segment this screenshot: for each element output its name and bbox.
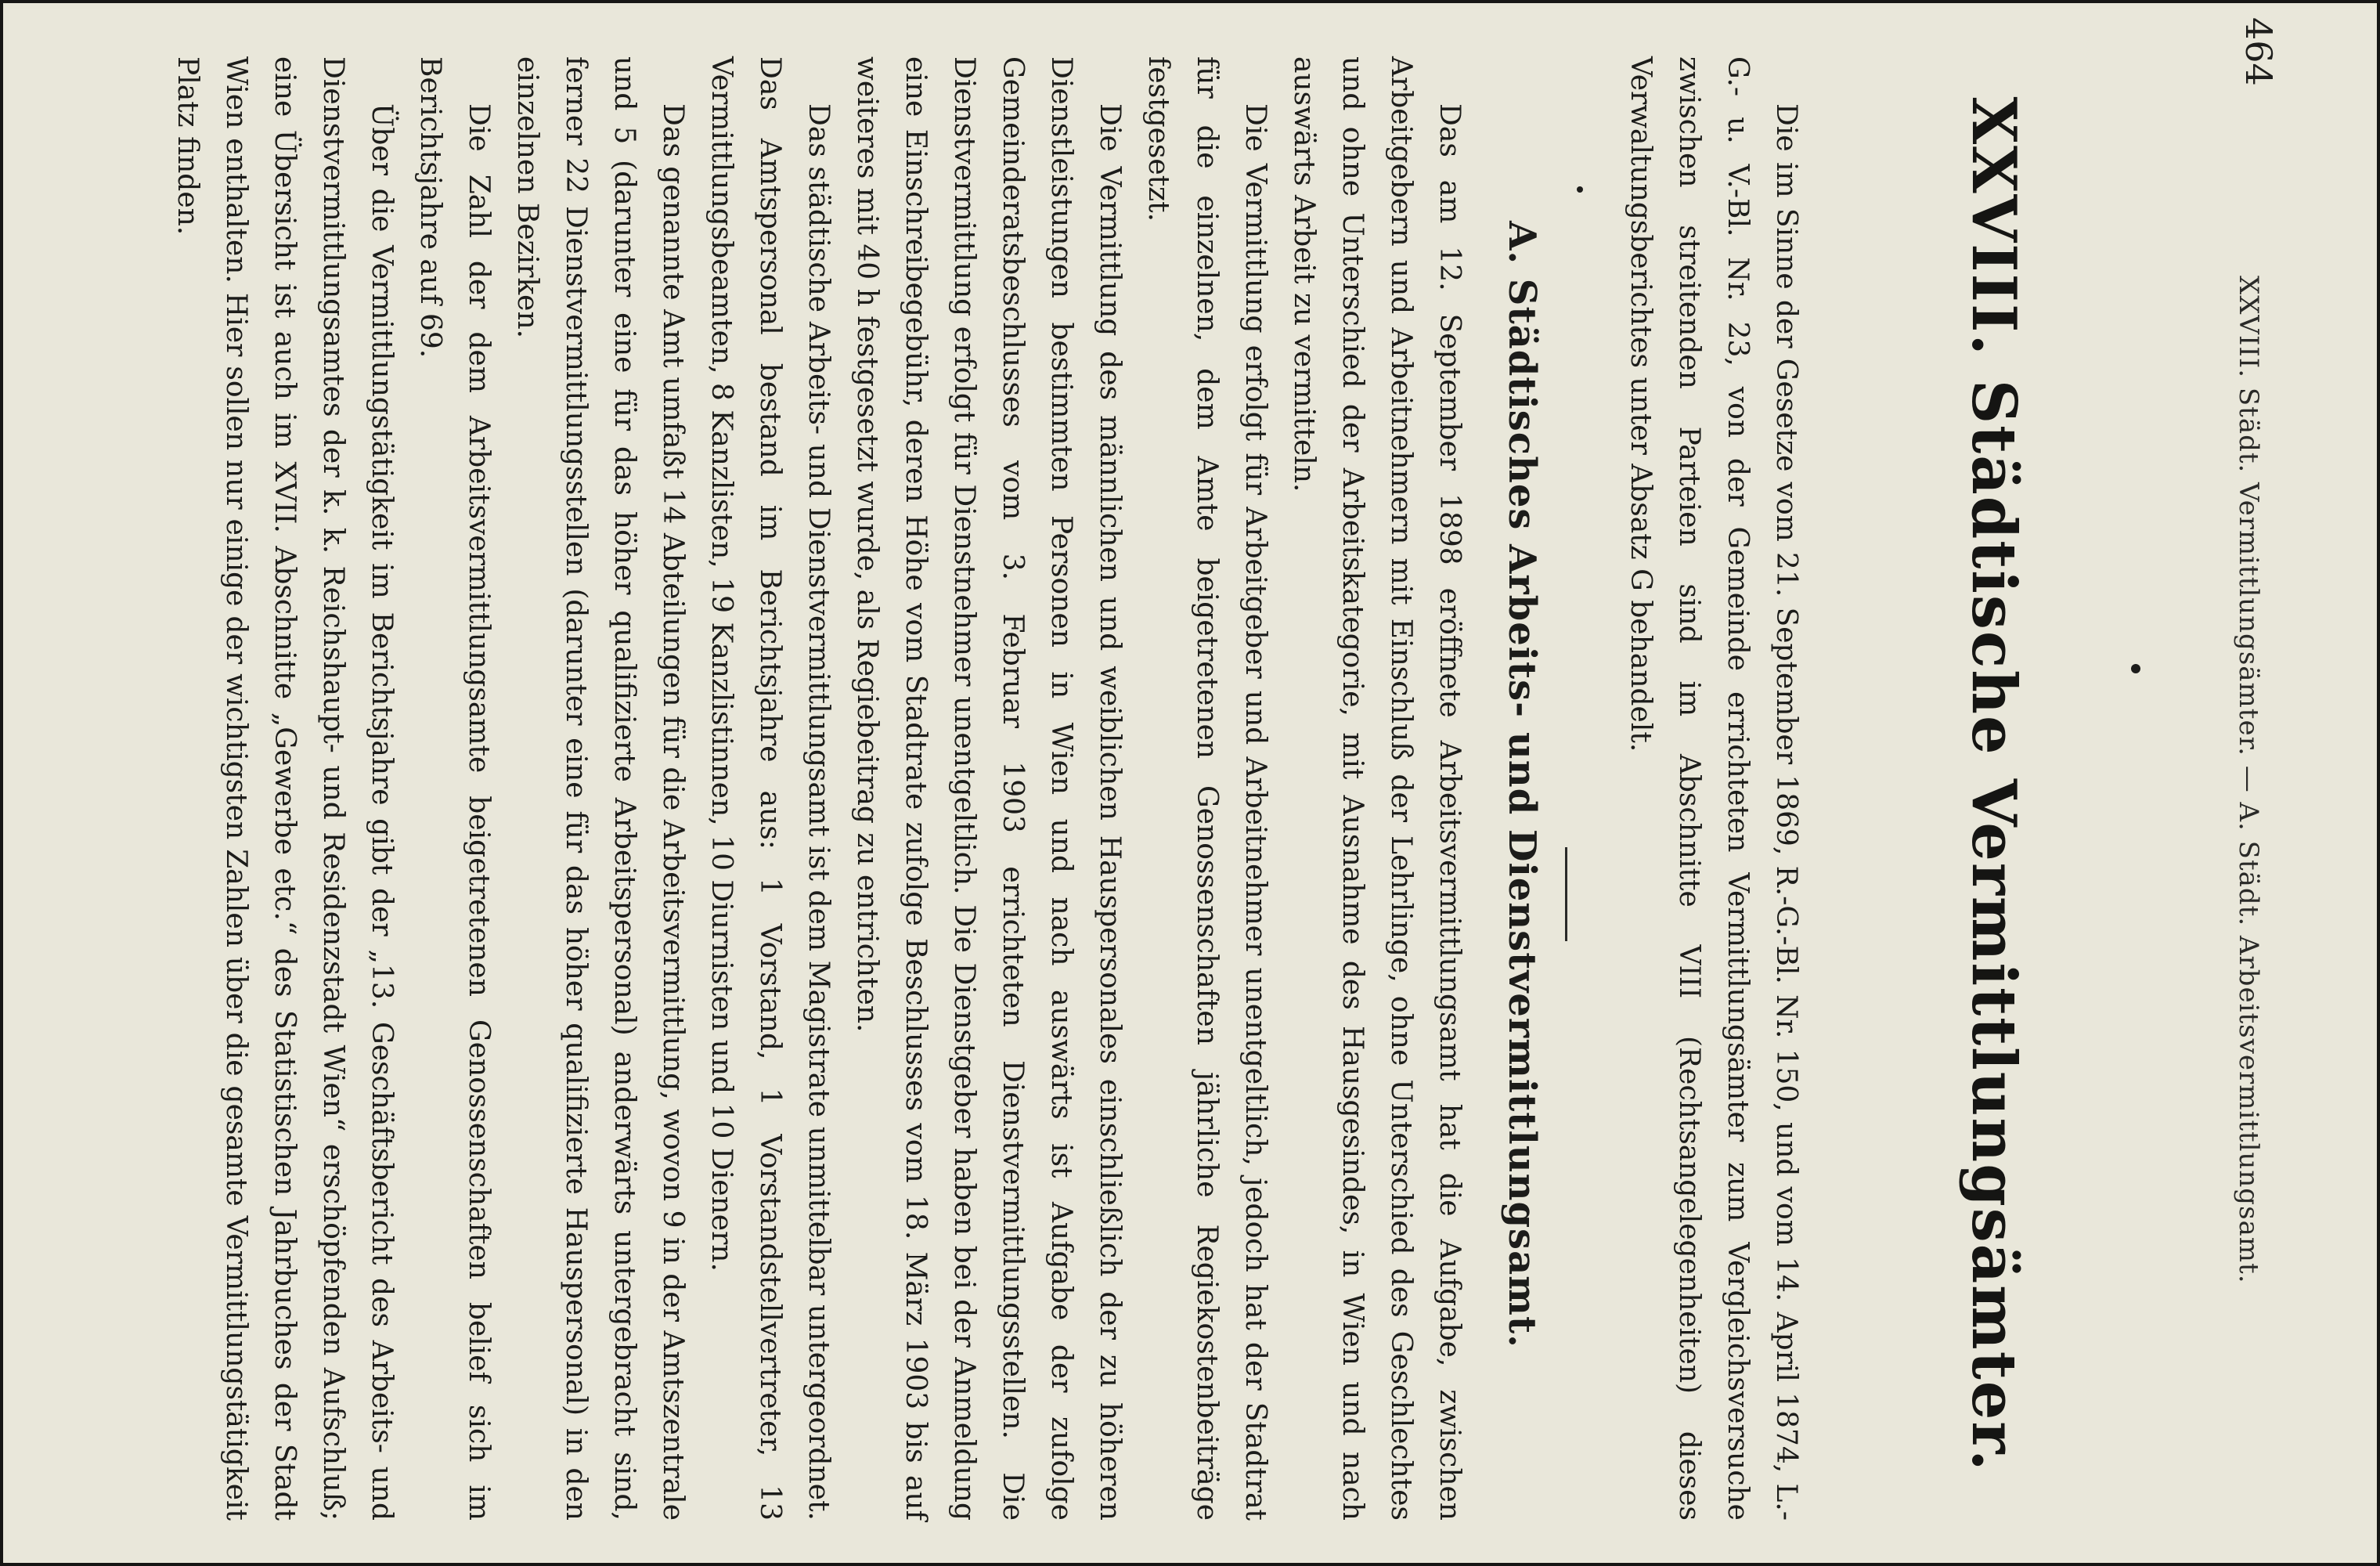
chapter-title: XXVIII. Städtische Vermittlungsämter. <box>1958 96 2029 1473</box>
paragraph: Das genannte Amt umfaßt 14 Abteilungen für die Arbeitsvermittlung, wovon 9 in der Amtszentrale und 5 (darunter eine für das höher qualifizierte Arbeitspersonal) anderwärts untergebracht sind, ferner 22 Dienstvermittlungsstellen (darunter eine für das höher qualifizierte Hauspersonal) in den einzelnen Bezirken. <box>511 56 689 1521</box>
paragraph: Das am 12. September 1898 eröffnete Arbeitsvermittlungsamt hat die Aufgabe, zwischen Arbeitgebern und Arbeitnehmern mit Einschluß der Lehrlinge, ohne Unterschied des Geschlechtes und ohne Unterschied der Arbeitskategorie, mit Ausnahme des Hausgesindes, in Wien und nach auswärts Arbeit zu vermitteln. <box>1288 56 1466 1521</box>
paragraph: Über die Vermittlungstätigkeit im Berichtsjahre gibt der „13. Geschäftsbericht des Arbeits- und Dienstvermittlungsamtes der k. k. Reichshaupt- und Residenzstadt Wien“ erschöpfenden Aufschluß; eine Übersicht ist auch im XVII. Abschnitte „Gewerbe etc.“ des Statistischen Jahrbuches der Stadt Wien enthalten. Hier sollen nur einige der wichtigsten Zahlen über die gesamte Vermittlungstätigkeit Platz finden. <box>171 56 398 1521</box>
running-head: XXVIII. Städt. Vermittlungsämter. — A. Städt. Arbeitsvermittlungsamt. <box>2233 276 2264 1284</box>
paragraph: Die Vermittlung des männlichen und weiblichen Hauspersonales einschließlich der zu höheren Dienstleistungen bestimmten Personen in Wien und nach auswärts ist Aufgabe der zufolge Gemeinderatsbeschlusses vom 3. Februar 1903 errichteten Dienstvermittlungsstellen. Die Dienstvermittlung erfolgt für Dienstnehmer unentgeltlich. Die Dienstgeber haben bei der Anmeldung eine Einschreibegebühr, deren Höhe vom Stadtrate zufolge Beschlusses vom 18. März 1903 bis auf weiteres mit 40 h festgesetzt wurde, als Regiebeitrag zu entrichten. <box>851 56 1126 1521</box>
intro-paragraph: Die im Sinne der Gesetze vom 21. September 1869, R.-G.-Bl. Nr. 150, und vom 14. April 1874, L.-G.- u. V.-Bl. Nr. 23, von der Gemeinde errichteten Vermittlungsämter zum Vergleichsversuche zwischen streitenden Parteien sind im Abschnitte VIII (Rechtsangelegenheiten) dieses Verwaltungsberichtes unter Absatz G behandelt. <box>1625 56 1802 1521</box>
intro-block <box>1616 56 1982 1521</box>
page <box>9 9 2374 1563</box>
paragraph: Das städtische Arbeits- und Dienstvermittlungsamt ist dem Magistrate unmittelbar untergeordnet. Das Amtspersonal bestand im Berichtsjahre aus: 1 Vorstand, 1 Vorstandstellvertreter, 13 Vermittlungsbeamten, 8 Kanzlisten, 19 Kanzlistinnen, 10 Diurnisten und 10 Dienern. <box>705 56 835 1521</box>
section-heading: A. Städtisches Arbeits- und Dienstvermittlungsamt. <box>1500 221 1544 1348</box>
page-number: 464 <box>2238 17 2280 86</box>
section-body <box>163 56 1473 1521</box>
title-rule <box>1565 847 1567 941</box>
paragraph: Die Zahl der dem Arbeitsvermittlungsamte beigetretenen Genossenschaften belief sich im Berichtsjahre auf 69. <box>414 56 495 1521</box>
rotated-text-block <box>171 17 2358 1552</box>
paragraph: Die Vermittlung erfolgt für Arbeitgeber und Arbeitnehmer unentgeltlich, jedoch hat der Stadtrat für die einzelnen, dem Amte beigetretenen Genossenschaften jährliche Regiekostenbeiträge festgesetzt. <box>1142 56 1271 1521</box>
